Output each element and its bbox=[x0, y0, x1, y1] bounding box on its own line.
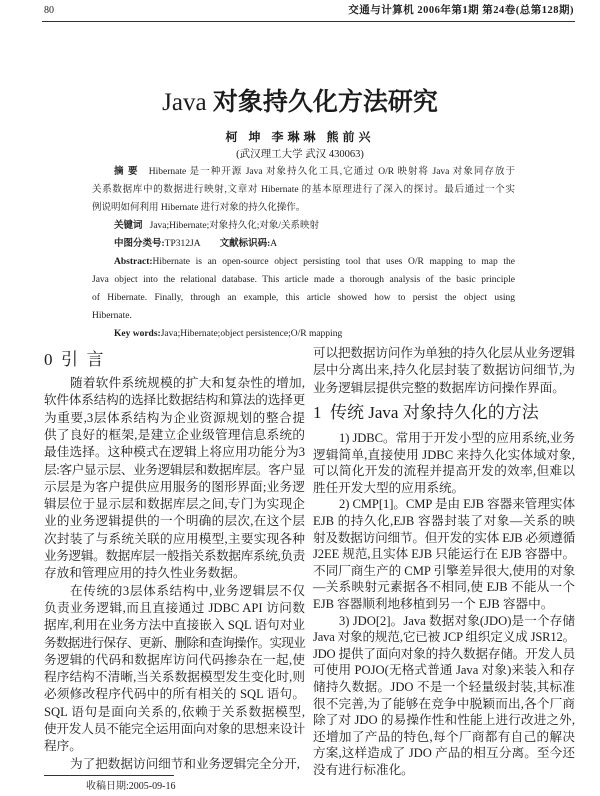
paragraph-line: 不同厂商生产的 CMP 引擎差异很大,使用的对象 bbox=[313, 563, 576, 578]
paragraph-line: 程序结构不清晰,当关系数据模型发生变化时,则 bbox=[44, 670, 305, 685]
paragraph-line: EJB 的持久化,EJB 容器封装了对象—关系的映 bbox=[313, 514, 575, 528]
paragraph-line: 务逻辑的代码和数据库访问代码掺杂在一起,使 bbox=[44, 652, 305, 667]
paragraph-line: 在传统的3层体系结构中,业务逻辑层不仅 bbox=[70, 583, 305, 598]
journal-info: 交通与计算机 2006年第1期 第24卷(总第128期) bbox=[348, 5, 574, 16]
authors: 柯 坤 李琳琳 熊前兴 bbox=[225, 130, 375, 144]
keywords-cn-text: Java;Hibernate;对象持久化;对象/关系映射 bbox=[149, 221, 320, 231]
paragraph-line: 必须修改程序代码中的所有相关的 SQL 语句。 bbox=[44, 687, 305, 702]
paragraph-line: J2EE 规范,且实体 EJB 只能运行在 EJB 容器中。 bbox=[313, 547, 575, 562]
abstract-cn-line: 例说明如何利用 Hibernate 进行对象的持久化操作。 bbox=[92, 203, 306, 213]
classification bbox=[114, 239, 277, 250]
classification-label: 中图分类号: bbox=[114, 239, 165, 249]
paragraph-line: 为重要,3层体系结构为企业资源规划的整合提 bbox=[44, 410, 305, 425]
paragraph-line: 可以简化开发的流程并提高开发的效率,但难以 bbox=[313, 464, 575, 479]
page-number: 80 bbox=[44, 5, 54, 16]
paper-title bbox=[0, 88, 600, 118]
paragraph-line: 除了对 JDO 的易操作性和性能上进行改进之外, bbox=[313, 713, 575, 728]
header-rule bbox=[42, 21, 575, 22]
paragraph-line: 层:客户显示层、业务逻辑层和数据库层。客户显 bbox=[44, 462, 305, 477]
paragraph-line: 1) JDBC。常用于开发小型的应用系统,业务 bbox=[339, 431, 575, 445]
classification-value: TP312JA bbox=[164, 239, 201, 249]
paragraph-line: 胜任开发大型的应用系统。 bbox=[313, 480, 465, 495]
paragraph-line: 最佳选择。这种模式在逻辑上将应用功能分为3 bbox=[44, 445, 305, 460]
footnote-rule bbox=[44, 775, 174, 776]
paragraph-line: 逻辑简单,直接使用 JDBC 来持久化实体域对象, bbox=[313, 447, 575, 462]
paragraph-line: 很不完善,为了能够在竞争中脱颖而出,各个厂商 bbox=[313, 696, 575, 711]
doc-code-label: 文献标识码: bbox=[219, 239, 271, 249]
paragraph-line: 业的业务逻辑提供的一个明确的层次,在这个层 bbox=[44, 514, 305, 529]
abstract-en-label: Abstract: bbox=[114, 257, 153, 267]
paragraph-line: 使开发人员不能完全运用面向对象的思想来设计 bbox=[44, 722, 305, 736]
received-date: 收稿日期:2005-09-16 bbox=[86, 781, 176, 792]
paragraph-line: 据库,利用在业务方法中直接嵌入 SQL 语句对业 bbox=[44, 618, 305, 633]
paragraph-line: 务数据进行保存、更新、删除和查询操作。实现业 bbox=[44, 635, 305, 650]
paragraph-line: 可使用 POJO(无格式普通 Java 对象)来装入和存 bbox=[313, 663, 575, 678]
abstract-en-line: of Hibernate. Finally, through an example, this article showed how to persist the object using bbox=[92, 293, 515, 303]
paragraph-line: 3) JDO[2]。Java 数据对象(JDO)是一个存储 bbox=[339, 613, 575, 628]
keywords-en-text: Java;Hibernate;object persistence;O/R mapping bbox=[160, 329, 343, 339]
paragraph-line: 业务逻辑。数据库层一般指关系数据库系统,负责 bbox=[44, 549, 305, 563]
paragraph-line: 2) CMP[1]。CMP 是由 EJB 容器来管理实体 bbox=[339, 497, 575, 512]
abstract-cn-line: 关系数据库中的数据进行映射,文章对 Hibernate 的基本原理进行了深入的探讨。最后通过一个实 bbox=[92, 185, 515, 195]
paragraph-line: 存放和管理应用的持久性业务数据。 bbox=[44, 566, 246, 581]
section-heading-traditional-methods: 1 传统 Java 对象持久化的方法 bbox=[313, 403, 539, 422]
paragraph-line: 负责业务逻辑,而且直接通过 JDBC API 访问数 bbox=[44, 600, 305, 615]
paragraph-line: 次封装了与系统关联的应用模型,主要实现各种 bbox=[44, 531, 305, 546]
keywords-cn-label: 关键词 bbox=[114, 221, 143, 231]
paragraph-line: 辑层位于显示层和数据库层之间,专门为实现企 bbox=[44, 497, 305, 512]
abstract-en-line: Java object into the relational database. This article made a thorough analysis of the basic principle bbox=[92, 275, 515, 285]
title-latin: Java bbox=[162, 89, 207, 116]
paragraph-line: 可以把数据访问作为单独的持久化层从业务逻辑 bbox=[313, 346, 575, 360]
paragraph-line: 随着软件系统规模的扩大和复杂性的增加, bbox=[70, 376, 305, 390]
paragraph-line: 方案,这样造成了 JDO 产品的相互分离。至今还 bbox=[313, 746, 575, 761]
paragraph-line: JDO 提供了面向对象的持久数据存储。开发人员 bbox=[313, 646, 575, 661]
abstract-cn-text: Hibernate 是一种开源 Java 对象持久化工具,它通过 O/R 映射将 Java 对象同存放于 bbox=[148, 167, 515, 177]
paragraph-line: Java 对象的规范,它已被 JCP 组织定义成 JSR12。 bbox=[313, 630, 575, 645]
doc-code-value: A bbox=[270, 239, 278, 249]
title-cjk: 对象持久化方法研究 bbox=[212, 89, 438, 116]
abstract-en-text: Hibernate is an open-source object persisting tool that uses O/R mapping to map the bbox=[152, 257, 515, 267]
keywords-en-label: Key words: bbox=[114, 329, 161, 339]
abstract-cn-label: 摘 要 bbox=[114, 167, 139, 177]
paragraph-line: 为了把数据访问细节和业务逻辑完全分开, bbox=[70, 756, 300, 771]
paragraph-line: 示层是为客户提供应用服务的图形界面;业务逻 bbox=[44, 479, 305, 494]
section-heading-intro: 0 引 言 bbox=[44, 350, 104, 369]
paragraph-line: 射及数据访问细节。但开发的实体 EJB 必须遵循 bbox=[313, 530, 575, 545]
paragraph-line: 供了良好的框架,是建立企业级管理信息系统的 bbox=[44, 427, 305, 442]
paragraph-line: 还增加了产品的特色,每个厂商都有自己的解决 bbox=[313, 729, 575, 744]
paragraph-line: 储持久数据。JDO 不是一个轻量级封装,其标准 bbox=[313, 680, 575, 694]
abstract-en-line: Hibernate. bbox=[92, 311, 132, 321]
abstract-en-line bbox=[114, 257, 515, 268]
abstract-cn-line bbox=[114, 167, 515, 178]
paragraph-line: 层中分离出来,持久化层封装了数据访问细节,为 bbox=[313, 363, 575, 378]
paragraph-line: SQL 语句是面向关系的,依赖于关系数据模型, bbox=[44, 704, 305, 719]
affiliation: (武汉理工大学 武汉 430063) bbox=[236, 149, 364, 160]
paragraph-line: 软件体系结构的选择比数据结构和算法的选择更 bbox=[44, 393, 305, 408]
paragraph-line: 业务逻辑层提供完整的数据库访问操作界面。 bbox=[313, 380, 565, 395]
keywords-en bbox=[114, 329, 342, 340]
paragraph-line: —关系映射元素据各不相同,使 EJB 不能从一个 bbox=[313, 580, 575, 595]
paragraph-line: 程序。 bbox=[44, 739, 82, 754]
keywords-cn bbox=[114, 221, 319, 232]
paragraph-line: 没有进行标准化。 bbox=[313, 763, 414, 777]
paragraph-line: EJB 容器顺利地移植到另一个 EJB 容器中。 bbox=[313, 597, 554, 611]
